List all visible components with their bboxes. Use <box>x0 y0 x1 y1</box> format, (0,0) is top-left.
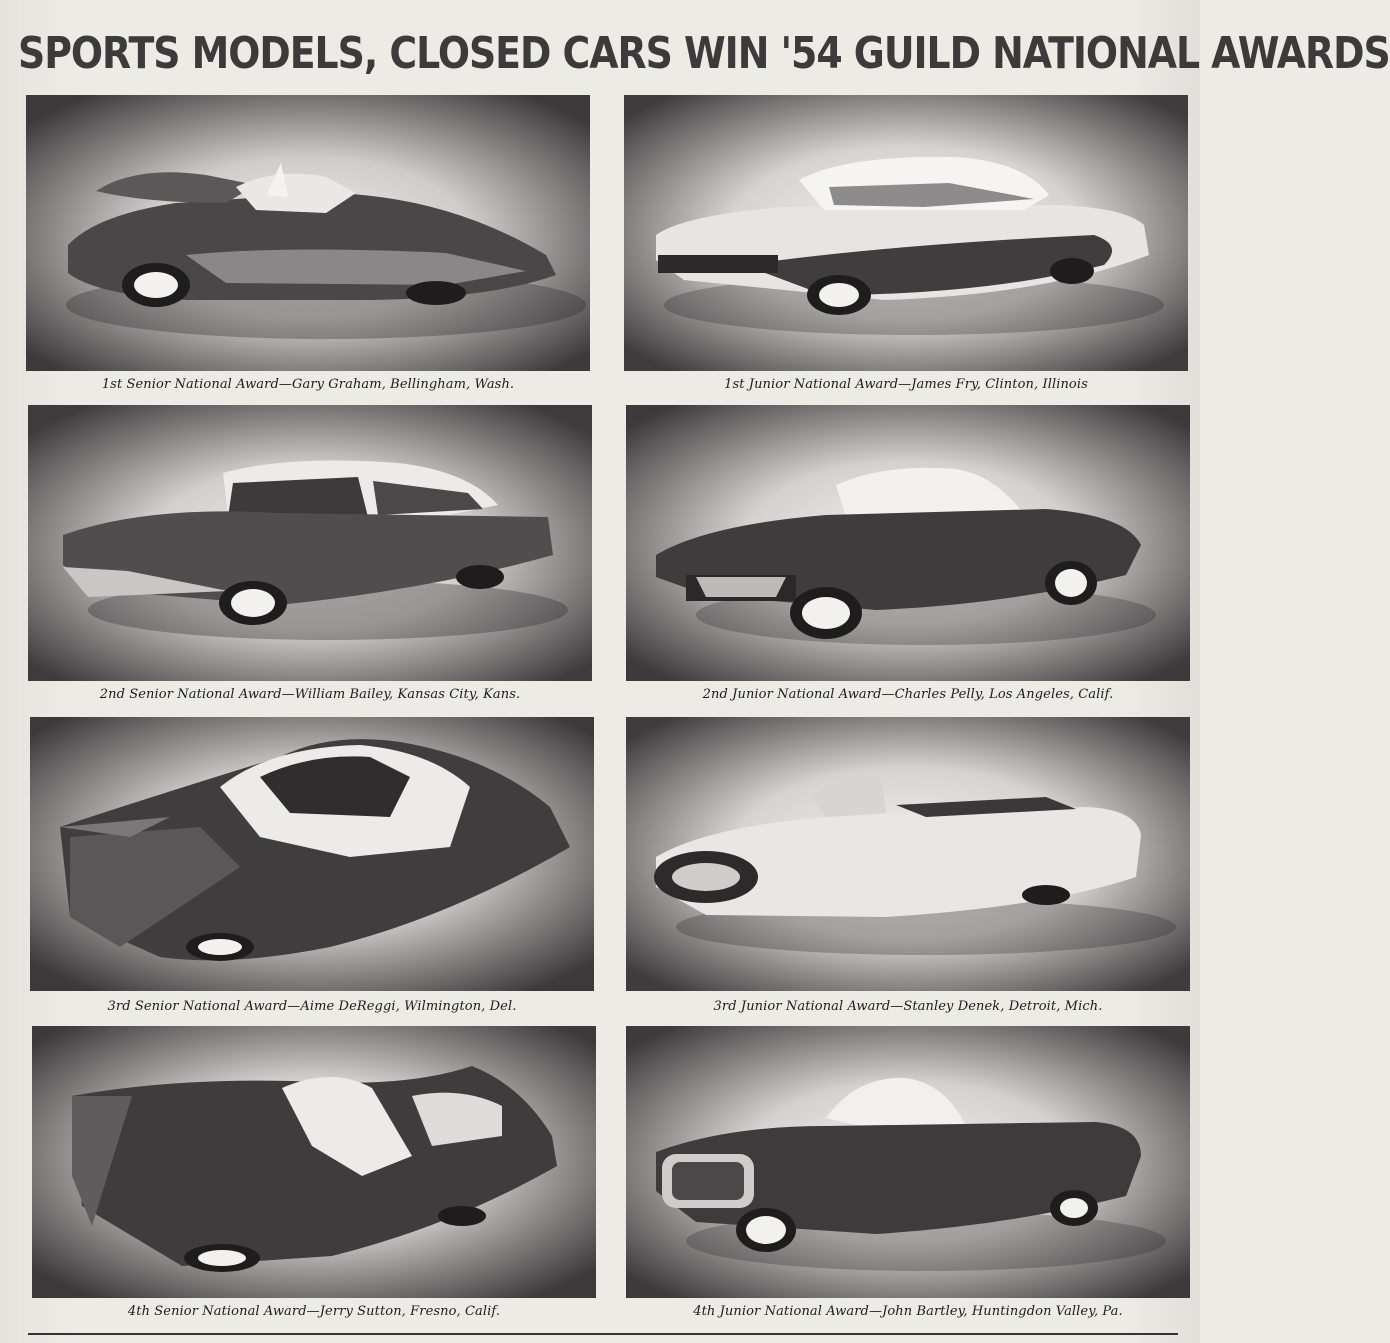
junior-2-coupe-image <box>626 405 1190 681</box>
bottom-rule <box>28 1333 1178 1335</box>
award-caption-senior-3: 3rd Senior National Award—Aime DeReggi, Wilmington, Del. <box>107 999 517 1014</box>
award-photo-senior-2 <box>28 405 592 681</box>
poster-headline: SPORTS MODELS, CLOSED CARS WIN '54 GUILD NATIONAL AWARDS <box>18 28 1390 79</box>
award-photo-senior-4 <box>32 1026 596 1298</box>
award-caption-senior-1: 1st Senior National Award—Gary Graham, Bellingham, Wash. <box>101 377 515 392</box>
award-panel-junior-3 <box>626 717 1190 1014</box>
junior-3-convertible-image <box>626 717 1190 991</box>
junior-1-hardtop-image <box>624 95 1188 371</box>
award-panel-junior-4 <box>626 1026 1190 1319</box>
award-panel-junior-1 <box>624 95 1188 392</box>
award-panel-senior-3 <box>30 717 594 1014</box>
award-caption-senior-2: 2nd Senior National Award—William Bailey, Kansas City, Kans. <box>99 687 521 702</box>
award-photo-senior-1 <box>26 95 590 371</box>
award-photo-junior-2 <box>626 405 1190 681</box>
senior-2-hardtop-image <box>28 405 592 681</box>
award-caption-senior-4: 4th Senior National Award—Jerry Sutton, Fresno, Calif. <box>127 1304 501 1319</box>
award-panel-junior-2 <box>626 405 1190 702</box>
award-photo-junior-1 <box>624 95 1188 371</box>
award-caption-junior-4: 4th Junior National Award—John Bartley, Huntingdon Valley, Pa. <box>693 1304 1123 1319</box>
award-caption-junior-3: 3rd Junior National Award—Stanley Denek, Detroit, Mich. <box>713 999 1103 1014</box>
award-caption-junior-1: 1st Junior National Award—James Fry, Clinton, Illinois <box>724 377 1088 392</box>
award-panel-senior-1 <box>26 95 590 392</box>
award-photo-senior-3 <box>30 717 594 991</box>
senior-4-convertible-image <box>32 1026 596 1298</box>
award-caption-junior-2: 2nd Junior National Award—Charles Pelly, Los Angeles, Calif. <box>702 687 1114 702</box>
senior-3-hardtop-image <box>30 717 594 991</box>
award-panel-senior-2 <box>28 405 592 702</box>
senior-1-convertible-image <box>26 95 590 371</box>
junior-4-roadster-image <box>626 1026 1190 1298</box>
award-photo-junior-3 <box>626 717 1190 991</box>
award-panel-senior-4 <box>32 1026 596 1319</box>
award-photo-junior-4 <box>626 1026 1190 1298</box>
